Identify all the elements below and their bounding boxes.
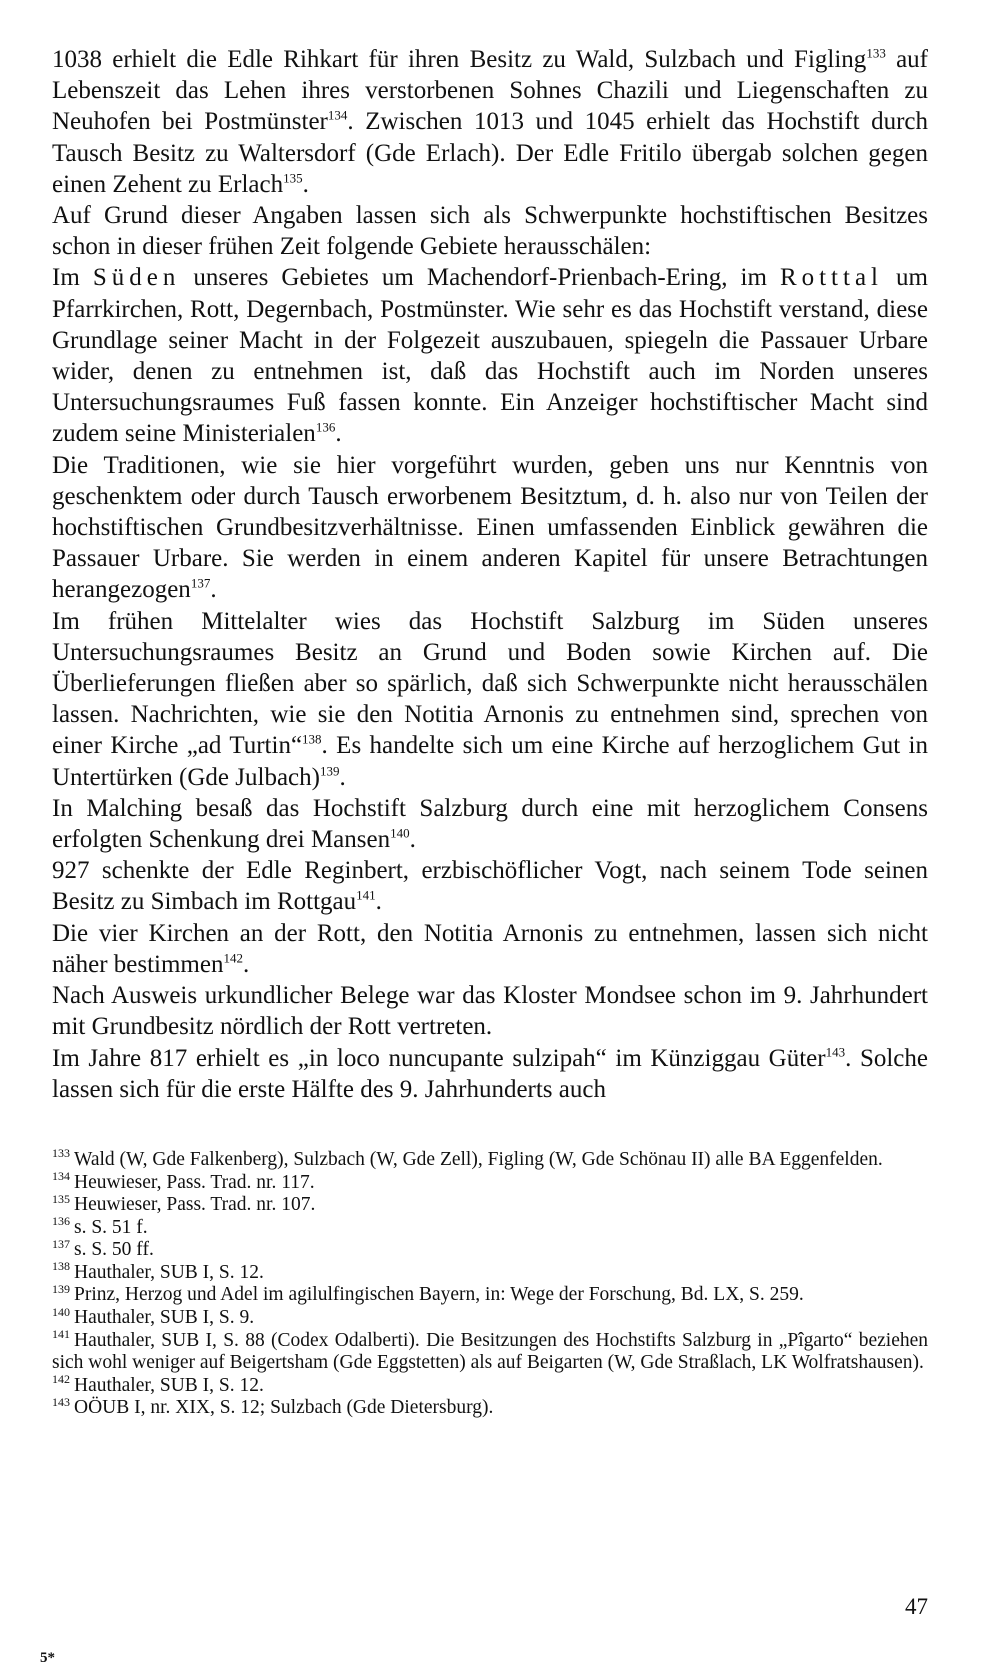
- footnote-ref: 136: [315, 420, 336, 436]
- text-run: .: [335, 420, 342, 448]
- footnote-text: Hauthaler, SUB I, S. 9.: [74, 1307, 255, 1329]
- footnote-number: 143: [52, 1394, 70, 1409]
- footnote-text: Heuwieser, Pass. Trad. nr. 107.: [74, 1194, 316, 1216]
- footnote: [52, 1214, 928, 1240]
- text-run: .: [242, 950, 250, 978]
- footnote: [52, 1304, 928, 1330]
- paragraph: [52, 918, 928, 980]
- paragraph: [52, 450, 928, 606]
- text-run: Auf Grund dieser Angaben lassen sich als Schwerpunkte hochstiftischen Besitzes schon in dieser frühen Zeit folgende Gebiete herausschälen:: [52, 202, 928, 261]
- footnote-number: 141: [52, 1327, 70, 1342]
- signature-mark: 5*: [40, 1650, 55, 1666]
- footnote: [52, 1191, 928, 1217]
- paragraph: [52, 980, 928, 1042]
- text-run: unseres Gebietes um Machendorf-Prienbach-Ering, im: [180, 264, 780, 292]
- footnote-text: s. S. 50 ff.: [74, 1239, 154, 1261]
- footnote-number: 140: [52, 1304, 70, 1319]
- footnote-ref: 138: [302, 732, 322, 748]
- text-run: . Es handelte sich um eine Kirche auf herzoglichem Gut in Untertürken (Gde Julbach): [52, 732, 928, 791]
- text-run: Im frühen Mittelalter wies das Hochstift Salzburg im Süden unseres Untersuchungsraumes Besitz an Grund und Boden sowie Kirchen auf. Die Überlieferungen fließen aber so spärlich, daß sich Schwerpunkte nicht herausschälen lassen. Nachrichten, wie sie den Notitia Arnonis zu entnehmen sind, sprechen von einer Kirche „ad Turtin“: [52, 607, 928, 760]
- paragraph: [52, 606, 928, 793]
- text-run: .: [210, 576, 217, 604]
- footnote: [52, 1281, 928, 1307]
- text-run: .: [409, 826, 416, 854]
- text-run: Die vier Kirchen an der Rott, den Notitia Arnonis zu entnehmen, lassen sich nicht näher bestimmen: [52, 919, 928, 978]
- page-number: 47: [905, 1594, 928, 1619]
- footnote-number: 137: [52, 1236, 70, 1251]
- text-run: . Solche lassen sich für die erste Hälfte des 9. Jahrhunderts auch: [52, 1044, 928, 1103]
- footnote: [52, 1327, 928, 1375]
- footnote-ref: 141: [356, 888, 376, 904]
- footnote-number: 133: [52, 1146, 70, 1161]
- footnote-text: Hauthaler, SUB I, S. 88 (Codex Odalberti). Die Besitzungen des Hochstifts Salzburg in „Pîgarto“ beziehen sich wohl weniger auf Beigertsham (Gde Eggstetten) als auf Beigarten (W, Gde Straßlach, LK Wolfratshausen).: [52, 1329, 928, 1374]
- spaced-emphasis: Süden: [92, 264, 181, 292]
- footnote-ref: 142: [223, 950, 243, 966]
- footnote-ref: 140: [390, 825, 410, 841]
- footnote-ref: 134: [327, 108, 348, 124]
- text-run: um Pfarrkirchen, Rott, Degernbach, Postmünster. Wie sehr es das Hochstift verstand, diese Grundlage seiner Macht in der Folgezeit auszubauen, spiegeln die Passauer Urbare wider, denen zu entnehmen ist, daß das Hochstift auch im Norden unseres Untersuchungsraumes Fuß fassen konnte. Ein Anzeiger hochstiftischer Macht sind zudem seine Ministerialen: [52, 264, 928, 448]
- text-run: Im Jahre 817 erhielt es „in loco nuncupante sulzipah“ im Künziggau Güter: [52, 1044, 826, 1072]
- paragraph: [52, 44, 928, 200]
- footnote-number: 134: [52, 1169, 70, 1183]
- footnote-number: 139: [52, 1281, 70, 1296]
- footnote-text: Prinz, Herzog und Adel im agilulfingischen Bayern, in: Wege der Forschung, Bd. LX, S. 259.: [74, 1284, 804, 1306]
- spaced-emphasis: Rotttal: [779, 264, 883, 292]
- footnote-number: 135: [52, 1191, 70, 1206]
- text-run: .: [302, 170, 309, 198]
- paragraph: [52, 793, 928, 855]
- text-run: Nach Ausweis urkundlicher Belege war das Kloster Mondsee schon im 9. Jahrhundert mit Grundbesitz nördlich der Rott vertreten.: [52, 982, 928, 1041]
- footnote: [52, 1236, 928, 1262]
- text-run: auf Lebenszeit das Lehen ihres verstorbenen Sohnes Chazili und Liegenschaften zu Neuhofen bei Postmünster: [52, 46, 928, 136]
- footnote-ref: 143: [825, 1044, 846, 1060]
- text-run: 927 schenkte der Edle Reginbert, erzbischöflicher Vogt, nach seinem Tode seinen Besitz zu Simbach im Rottgau: [52, 857, 928, 916]
- text-run: Die Traditionen, wie sie hier vorgeführt wurden, geben uns nur Kenntnis von geschenktem oder durch Tausch erworbenem Besitztum, d. h. also nur von Teilen der hochstiftischen Grundbesitzverhältnisse. Einen umfassenden Einblick gewähren die Passauer Urbare. Sie werden in einem anderen Kapitel für unsere Betrachtungen herangezogen: [52, 451, 928, 604]
- footnote-number: 142: [52, 1372, 70, 1387]
- footnote-number: 138: [52, 1259, 70, 1274]
- body-text: [52, 44, 928, 1105]
- footnote: [52, 1146, 928, 1172]
- text-run: .: [375, 888, 382, 916]
- text-run: . Zwischen 1013 und 1045 erhielt das Hochstift durch Tausch Besitz zu Waltersdorf (Gde Erlach). Der Edle Fritilo übergab solchen gegen einen Zehent zu Erlach: [52, 108, 928, 198]
- footnote-text: Wald (W, Gde Falkenberg), Sulzbach (W, Gde Zell), Figling (W, Gde Schönau II) alle BA Eggenfelden.: [74, 1148, 883, 1170]
- text-run: Im: [52, 264, 93, 292]
- document-page: [52, 44, 928, 1420]
- paragraph: [52, 1043, 928, 1105]
- footnote-text: s. S. 51 f.: [74, 1216, 148, 1238]
- footnotes: [52, 1146, 928, 1420]
- paragraph: [52, 855, 928, 917]
- footnote: [52, 1394, 928, 1420]
- footnote-ref: 133: [866, 45, 886, 61]
- footnote-ref: 135: [283, 170, 303, 186]
- footnote-text: Hauthaler, SUB I, S. 12.: [74, 1261, 264, 1283]
- footnote: [52, 1169, 928, 1195]
- footnote: [52, 1259, 928, 1285]
- paragraph: [52, 200, 928, 262]
- text-run: 1038 erhielt die Edle Rihkart für ihren Besitz zu Wald, Sulzbach und Figling: [52, 46, 867, 73]
- footnote-text: Hauthaler, SUB I, S. 12.: [74, 1374, 264, 1396]
- footnote-ref: 137: [190, 576, 211, 592]
- text-run: .: [339, 763, 346, 791]
- paragraph: [52, 262, 928, 449]
- footnote-text: Heuwieser, Pass. Trad. nr. 117.: [74, 1171, 315, 1193]
- footnote-ref: 139: [319, 763, 340, 779]
- footnote-number: 136: [52, 1214, 70, 1229]
- text-run: In Malching besaß das Hochstift Salzburg durch eine mit herzoglichem Consens erfolgten Schenkung drei Mansen: [52, 794, 928, 854]
- footnote-text: OÖUB I, nr. XIX, S. 12; Sulzbach (Gde Dietersburg).: [74, 1397, 494, 1419]
- footnote: [52, 1372, 928, 1398]
